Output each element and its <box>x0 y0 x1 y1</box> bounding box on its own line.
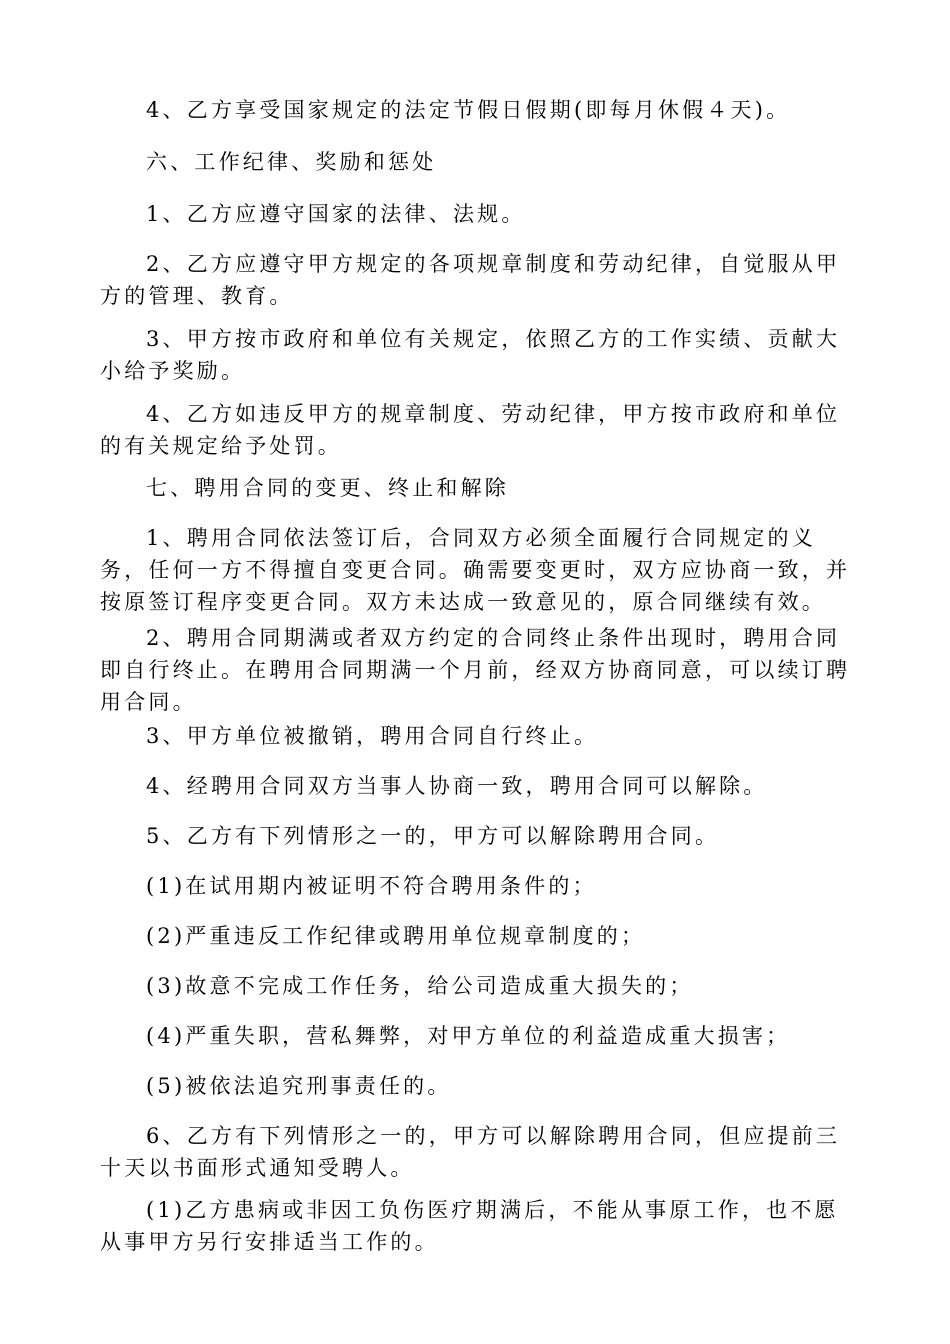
list-item-incomplete-work: (3)故意不完成工作任务，给公司造成重大损失的； <box>146 974 694 998</box>
paragraph-obey-rules: 2、乙方应遵守甲方规定的各项规章制度和劳动纪律，自觉服从甲方的管理、教育。 <box>100 252 841 308</box>
list-item-criminal-liability: (5)被依法追究刑事责任的。 <box>146 1074 452 1098</box>
paragraph-contract-performance: 1、聘用合同依法签订后，合同双方必须全面履行合同规定的义务，任何一方不得擅自变更合同。确需要变更时，双方应协商一致，并按原签订程序变更合同。双方未达成一致意见的，原合同继续有效。 <box>100 526 851 614</box>
list-item-probation: (1)在试用期内被证明不符合聘用条件的； <box>146 874 597 898</box>
paragraph-obey-laws: 1、乙方应遵守国家的法律、法规。 <box>146 202 526 226</box>
section-heading-contract-change: 七、聘用合同的变更、终止和解除 <box>146 476 509 500</box>
paragraph-unit-revoked: 3、甲方单位被撤销，聘用合同自行终止。 <box>146 724 599 748</box>
paragraph-mutual-termination: 4、经聘用合同双方当事人协商一致，聘用合同可以解除。 <box>146 774 768 798</box>
list-item-discipline-violation: (2)严重违反工作纪律或聘用单位规章制度的； <box>146 924 646 948</box>
list-item-illness: (1)乙方患病或非因工负伤医疗期满后，不能从事原工作，也不愿从事甲方另行安排适当工作的。 <box>100 1198 839 1254</box>
paragraph-notice-termination: 6、乙方有下列情形之一的，甲方可以解除聘用合同，但应提前三十天以书面形式通知受聘人。 <box>100 1124 841 1180</box>
paragraph-holiday-leave: 4、乙方享受国家规定的法定节假日假期(即每月休假４天)。 <box>146 98 791 122</box>
paragraph-rewards: 3、甲方按市政府和单位有关规定，依照乙方的工作实绩、贡献大小给予奖励。 <box>100 327 841 383</box>
section-heading-discipline: 六、工作纪律、奖励和惩处 <box>146 150 437 174</box>
paragraph-contract-expiry: 2、聘用合同期满或者双方约定的合同终止条件出现时，聘用合同即自行终止。在聘用合同期满一个月前，经双方协商同意，可以续订聘用合同。 <box>100 626 851 714</box>
list-item-misconduct: (4)严重失职，营私舞弊，对甲方单位的利益造成重大损害； <box>146 1024 791 1048</box>
paragraph-termination-conditions: 5、乙方有下列情形之一的，甲方可以解除聘用合同。 <box>146 824 720 848</box>
paragraph-penalties: 4、乙方如违反甲方的规章制度、劳动纪律，甲方按市政府和单位的有关规定给予处罚。 <box>100 402 841 458</box>
